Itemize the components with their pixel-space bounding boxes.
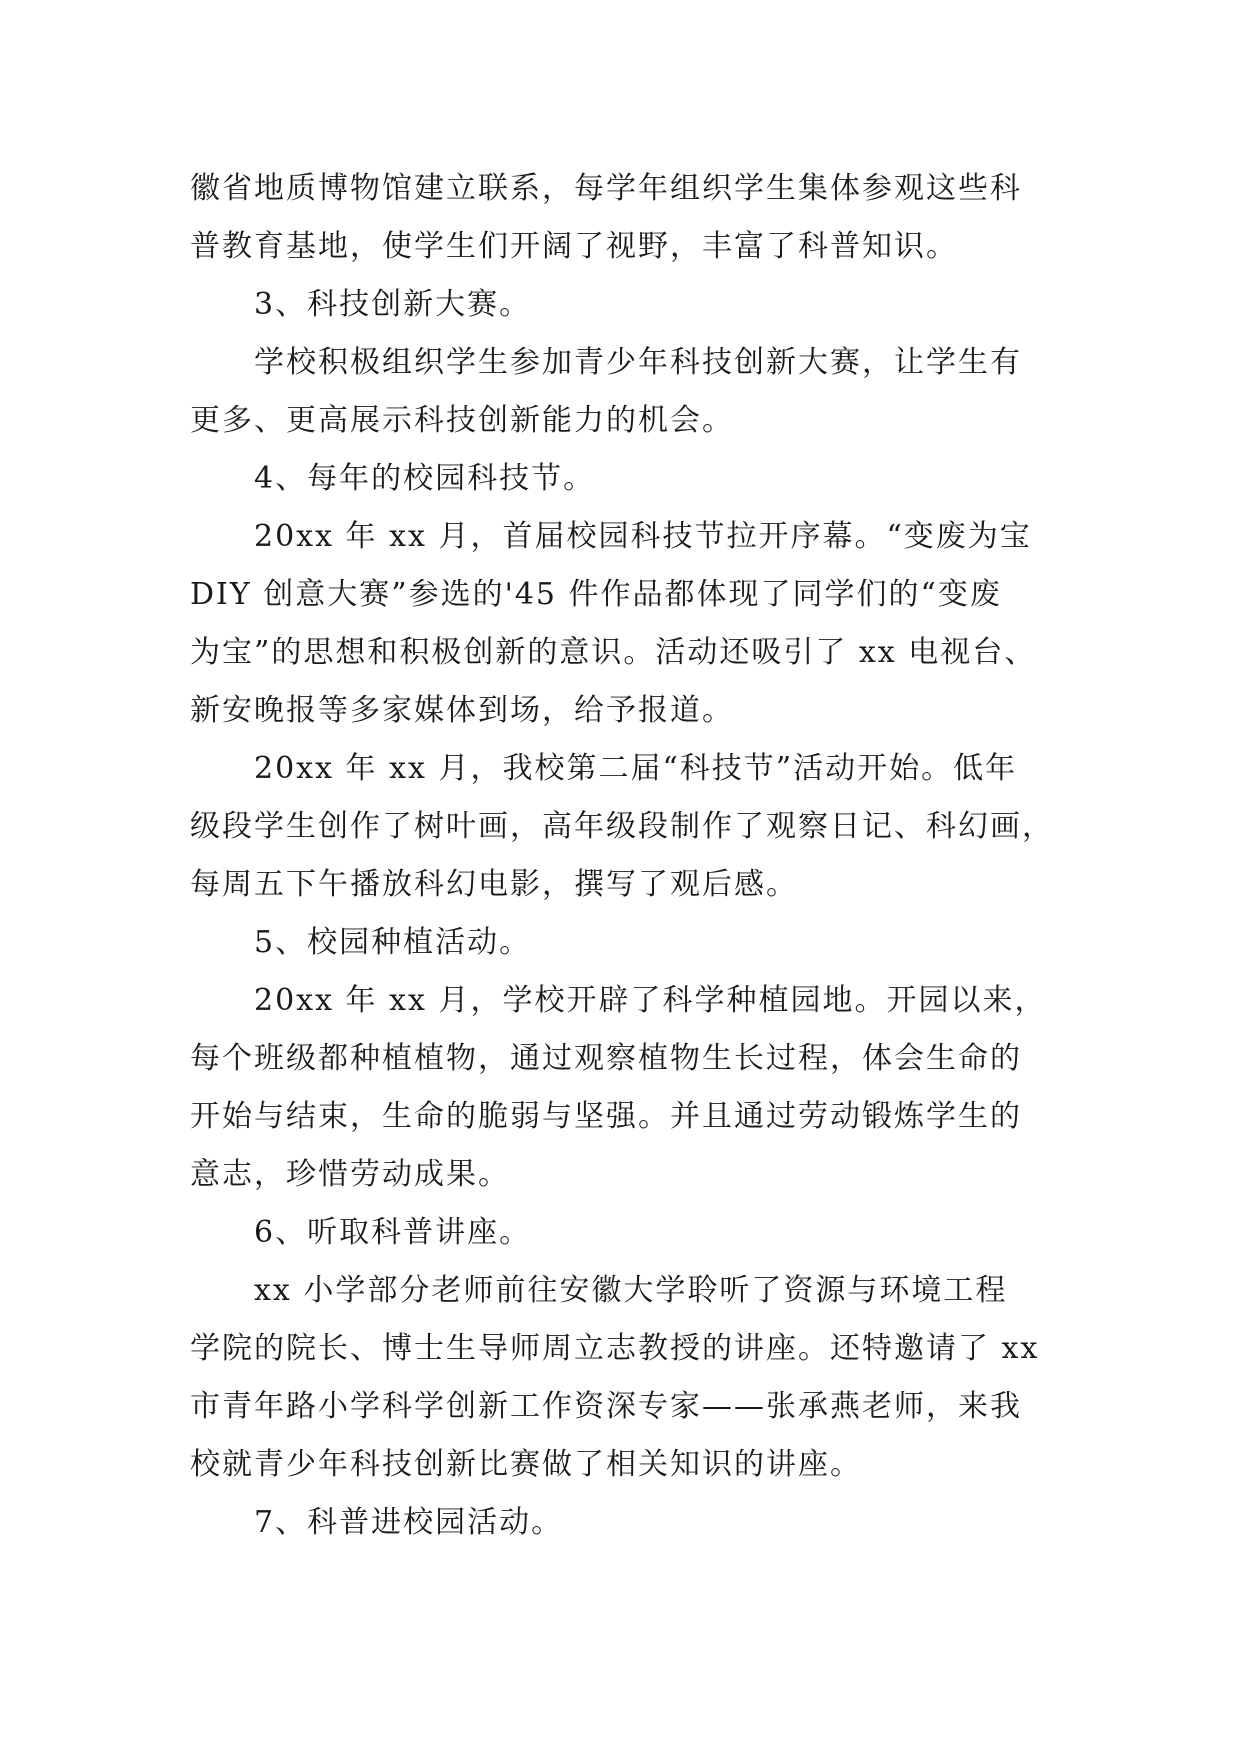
text-line: 每个班级都种植植物，通过观察植物生长过程，体会生命的 bbox=[190, 1041, 1022, 1076]
text-line: 学院的院长、博士生导师周立志教授的讲座。还特邀请了 xx bbox=[190, 1331, 1040, 1366]
paragraph-start: 20xx 年 xx 月，我校第二届“科技节”活动开始。低年 bbox=[254, 751, 1018, 786]
section-heading: 5、校园种植活动。 bbox=[254, 925, 532, 960]
text-line: 普教育基地，使学生们开阔了视野，丰富了科普知识。 bbox=[190, 229, 958, 264]
text-line: DIY 创意大赛”参选的'45 件作品都体现了同学们的“变废 bbox=[190, 577, 1002, 612]
paragraph-start: 学校积极组织学生参加青少年科技创新大赛，让学生有 bbox=[254, 345, 1022, 380]
text-line: 徽省地质博物馆建立联系，每学年组织学生集体参观这些科 bbox=[190, 171, 1022, 206]
text-line: 新安晚报等多家媒体到场，给予报道。 bbox=[190, 693, 734, 728]
text-line: 更多、更高展示科技创新能力的机会。 bbox=[190, 403, 734, 438]
text-line: 市青年路小学科学创新工作资深专家——张承燕老师，来我 bbox=[190, 1389, 1022, 1424]
text-line: 每周五下午播放科幻电影，撰写了观后感。 bbox=[190, 867, 798, 902]
text-line: 为宝”的思想和积极创新的意识。活动还吸引了 xx 电视台、 bbox=[190, 635, 1037, 670]
section-heading: 6、听取科普讲座。 bbox=[254, 1215, 532, 1250]
paragraph-start: 20xx 年 xx 月，学校开辟了科学种植园地。开园以来， bbox=[254, 983, 1047, 1018]
section-heading: 3、科技创新大赛。 bbox=[254, 287, 532, 322]
paragraph-start: xx 小学部分老师前往安徽大学聆听了资源与环境工程 bbox=[254, 1273, 1008, 1308]
text-line: 级段学生创作了树叶画，高年级段制作了观察日记、科幻画， bbox=[190, 809, 1054, 844]
text-line: 校就青少年科技创新比赛做了相关知识的讲座。 bbox=[190, 1447, 862, 1482]
document-body bbox=[190, 160, 1070, 1552]
section-heading: 4、每年的校园科技节。 bbox=[254, 461, 596, 496]
text-line: 开始与结束，生命的脆弱与坚强。并且通过劳动锻炼学生的 bbox=[190, 1099, 1022, 1134]
text-line: 意志，珍惜劳动成果。 bbox=[190, 1157, 510, 1192]
section-heading: 7、科普进校园活动。 bbox=[254, 1505, 564, 1540]
paragraph-start: 20xx 年 xx 月，首届校园科技节拉开序幕。“变废为宝 bbox=[254, 519, 1032, 554]
